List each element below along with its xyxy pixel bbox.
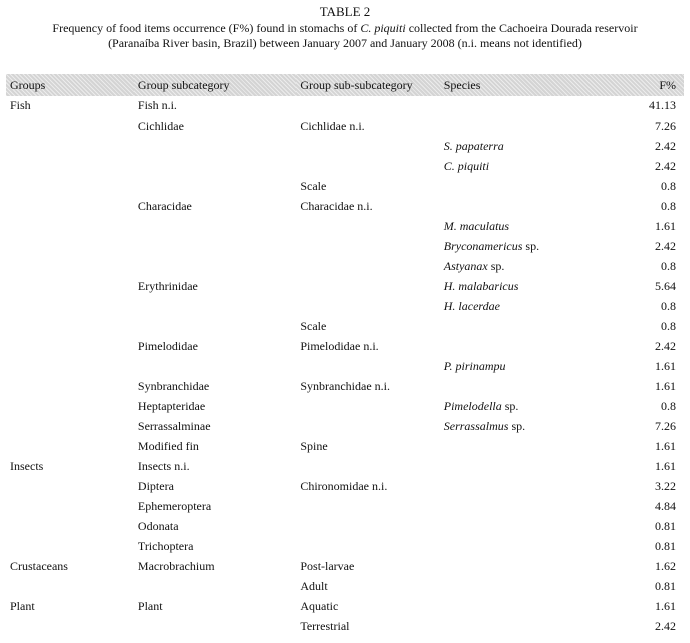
table-row bbox=[6, 336, 684, 356]
table-row bbox=[6, 376, 684, 396]
cell-group-subcategory: Erythrinidae bbox=[137, 278, 198, 293]
food-items-table bbox=[6, 74, 684, 637]
cell-species bbox=[440, 496, 589, 516]
cell-group-sub-subcategory bbox=[296, 396, 439, 416]
cell-group-sub-subcategory: Synbranchidae n.i. bbox=[300, 378, 390, 393]
cell-group-subcategory: Modified fin bbox=[137, 438, 199, 453]
cell-group-subcategory bbox=[134, 296, 296, 316]
cell-group-subcategory bbox=[134, 236, 296, 256]
table-row bbox=[6, 516, 684, 536]
cell-frequency: 0.8 bbox=[661, 298, 676, 313]
cell-group-sub-subcategory: Scale bbox=[300, 318, 327, 333]
cell-group-subcategory bbox=[134, 216, 296, 236]
cell-species bbox=[440, 356, 589, 376]
cell-group-subcategory bbox=[134, 316, 296, 336]
table-row bbox=[6, 616, 684, 636]
cell-group-subcategory: Synbranchidae bbox=[137, 378, 210, 393]
cell-frequency: 0.81 bbox=[655, 538, 676, 553]
header-row bbox=[6, 74, 684, 96]
table-row bbox=[6, 256, 684, 276]
cell-frequency: 1.61 bbox=[655, 218, 676, 233]
cell-frequency: 1.61 bbox=[655, 378, 676, 393]
caption-text: Frequency of food items occurrence (F%) found in stomachs of bbox=[52, 21, 361, 35]
cell-frequency: 2.42 bbox=[655, 338, 676, 353]
species-name: M. maculatus bbox=[443, 218, 510, 233]
cell-group: Crustaceans bbox=[10, 558, 68, 573]
species-suffix: sp. bbox=[508, 418, 526, 433]
cell-group-sub-subcategory bbox=[296, 296, 439, 316]
table-row bbox=[6, 216, 684, 236]
cell-frequency: 0.8 bbox=[661, 398, 676, 413]
species-name: H. lacerdae bbox=[443, 298, 500, 313]
cell-group-sub-subcategory bbox=[296, 136, 439, 156]
cell-group-sub-subcategory bbox=[296, 276, 439, 296]
cell-group bbox=[6, 376, 134, 396]
cell-group bbox=[6, 176, 134, 196]
cell-species bbox=[440, 216, 589, 236]
table-row bbox=[6, 416, 684, 436]
cell-frequency: 5.64 bbox=[655, 278, 676, 293]
cell-group bbox=[6, 516, 134, 536]
cell-species bbox=[440, 476, 589, 496]
cell-frequency: 2.42 bbox=[655, 618, 676, 633]
species-name: Pimelodella bbox=[443, 398, 502, 413]
cell-species bbox=[440, 416, 589, 436]
cell-group-subcategory: Ephemeroptera bbox=[137, 498, 212, 513]
cell-group bbox=[6, 156, 134, 176]
cell-group-sub-subcategory: Pimelodidae n.i. bbox=[300, 338, 379, 353]
cell-group bbox=[6, 496, 134, 516]
cell-group-sub-subcategory bbox=[296, 236, 439, 256]
cell-group bbox=[6, 476, 134, 496]
cell-frequency: 4.84 bbox=[655, 498, 676, 513]
cell-group bbox=[6, 436, 134, 456]
cell-species bbox=[440, 276, 589, 296]
cell-group-sub-subcategory: Characidae n.i. bbox=[300, 198, 373, 213]
cell-frequency: 0.8 bbox=[661, 318, 676, 333]
cell-frequency: 1.62 bbox=[655, 558, 676, 573]
cell-group-sub-subcategory bbox=[296, 536, 439, 556]
header-groups: Groups bbox=[6, 74, 134, 96]
cell-group-subcategory: Trichoptera bbox=[137, 538, 194, 553]
cell-species bbox=[440, 156, 589, 176]
cell-frequency: 2.42 bbox=[655, 158, 676, 173]
cell-species bbox=[440, 196, 589, 216]
cell-group-subcategory bbox=[134, 256, 296, 276]
cell-group-subcategory: Characidae bbox=[137, 198, 192, 213]
species-name: H. malabaricus bbox=[443, 278, 519, 293]
cell-group-subcategory bbox=[134, 356, 296, 376]
cell-species bbox=[440, 176, 589, 196]
cell-group bbox=[6, 316, 134, 336]
cell-group-sub-subcategory bbox=[296, 416, 439, 436]
cell-species bbox=[440, 576, 589, 596]
cell-group-sub-subcategory bbox=[296, 516, 439, 536]
species-name: S. papaterra bbox=[443, 138, 504, 153]
species-name: Serrassalmus bbox=[443, 418, 509, 433]
species-name: P. pirinampu bbox=[443, 358, 506, 373]
cell-group-sub-subcategory: Spine bbox=[300, 438, 328, 453]
header-frequency: F% bbox=[589, 74, 684, 96]
cell-group-sub-subcategory: Adult bbox=[300, 578, 328, 593]
cell-species bbox=[440, 436, 589, 456]
cell-group-subcategory: Heptapteridae bbox=[137, 398, 206, 413]
table-row bbox=[6, 496, 684, 516]
cell-frequency: 1.61 bbox=[655, 598, 676, 613]
table-row bbox=[6, 356, 684, 376]
header-group-subcategory: Group subcategory bbox=[134, 74, 296, 96]
cell-group bbox=[6, 276, 134, 296]
species-name: Bryconamericus bbox=[443, 238, 523, 253]
cell-group: Plant bbox=[10, 598, 35, 613]
table-row bbox=[6, 236, 684, 256]
caption-text: (Paranaíba River basin, Brazil) between January 2007 and January 2008 (n.i. means not identified) bbox=[108, 36, 582, 50]
cell-group bbox=[6, 336, 134, 356]
cell-group-sub-subcategory bbox=[296, 216, 439, 236]
cell-group-subcategory: Cichlidae bbox=[137, 118, 184, 133]
cell-species bbox=[440, 116, 589, 136]
table-row bbox=[6, 596, 684, 616]
cell-group bbox=[6, 396, 134, 416]
cell-species bbox=[440, 316, 589, 336]
cell-group-sub-subcategory: Post-larvae bbox=[300, 558, 355, 573]
cell-species bbox=[440, 96, 589, 116]
cell-group bbox=[6, 256, 134, 276]
cell-group-subcategory bbox=[134, 576, 296, 596]
cell-group-sub-subcategory bbox=[296, 456, 439, 476]
table-row bbox=[6, 476, 684, 496]
cell-species bbox=[440, 376, 589, 396]
cell-group-sub-subcategory: Terrestrial bbox=[300, 618, 350, 633]
table-row bbox=[6, 436, 684, 456]
cell-frequency: 1.61 bbox=[655, 458, 676, 473]
cell-group bbox=[6, 616, 134, 636]
table-row bbox=[6, 556, 684, 576]
table-row bbox=[6, 136, 684, 156]
cell-group-sub-subcategory bbox=[296, 96, 439, 116]
cell-group-subcategory: Pimelodidae bbox=[137, 338, 198, 353]
table-caption bbox=[6, 21, 684, 51]
cell-species bbox=[440, 236, 589, 256]
cell-group: Fish bbox=[10, 98, 31, 113]
species-name: Astyanax bbox=[443, 258, 488, 273]
cell-group bbox=[6, 296, 134, 316]
species-name: C. piquiti bbox=[443, 158, 490, 173]
cell-frequency: 41.13 bbox=[649, 98, 676, 113]
cell-species bbox=[440, 616, 589, 636]
header-group-sub-subcategory: Group sub-subcategory bbox=[296, 74, 439, 96]
cell-group-sub-subcategory: Aquatic bbox=[300, 598, 339, 613]
cell-group-subcategory: Serrassalminae bbox=[137, 418, 211, 433]
cell-group-sub-subcategory bbox=[296, 496, 439, 516]
cell-group bbox=[6, 116, 134, 136]
species-suffix: sp. bbox=[501, 398, 519, 413]
cell-frequency: 0.8 bbox=[661, 258, 676, 273]
cell-group bbox=[6, 236, 134, 256]
cell-group bbox=[6, 356, 134, 376]
caption-species-name: C. piquiti bbox=[360, 21, 406, 35]
cell-group-subcategory: Diptera bbox=[137, 478, 174, 493]
cell-group-subcategory: Insects n.i. bbox=[137, 458, 190, 473]
table-row bbox=[6, 156, 684, 176]
cell-group-sub-subcategory bbox=[296, 256, 439, 276]
table-row bbox=[6, 536, 684, 556]
table-header bbox=[6, 74, 684, 96]
cell-group-subcategory bbox=[134, 136, 296, 156]
table-row bbox=[6, 396, 684, 416]
cell-group-subcategory: Odonata bbox=[137, 518, 179, 533]
cell-species bbox=[440, 536, 589, 556]
cell-frequency: 1.61 bbox=[655, 358, 676, 373]
cell-frequency: 0.8 bbox=[661, 198, 676, 213]
cell-group bbox=[6, 536, 134, 556]
table-row bbox=[6, 576, 684, 596]
cell-frequency: 3.22 bbox=[655, 478, 676, 493]
table-row bbox=[6, 296, 684, 316]
table-row bbox=[6, 96, 684, 116]
table-row bbox=[6, 196, 684, 216]
cell-group-subcategory: Fish n.i. bbox=[137, 98, 177, 113]
cell-species bbox=[440, 136, 589, 156]
cell-frequency: 0.81 bbox=[655, 578, 676, 593]
cell-frequency: 7.26 bbox=[655, 418, 676, 433]
table-row bbox=[6, 176, 684, 196]
cell-group-sub-subcategory: Cichlidae n.i. bbox=[300, 118, 365, 133]
table-row bbox=[6, 456, 684, 476]
cell-group-sub-subcategory: Chironomidae n.i. bbox=[300, 478, 388, 493]
cell-group bbox=[6, 416, 134, 436]
cell-group-sub-subcategory bbox=[296, 356, 439, 376]
cell-species bbox=[440, 296, 589, 316]
cell-frequency: 7.26 bbox=[655, 118, 676, 133]
cell-group-sub-subcategory bbox=[296, 156, 439, 176]
cell-group: Insects bbox=[10, 458, 44, 473]
table-body bbox=[6, 96, 684, 636]
cell-frequency: 2.42 bbox=[655, 238, 676, 253]
cell-species bbox=[440, 396, 589, 416]
table-row bbox=[6, 116, 684, 136]
cell-species bbox=[440, 456, 589, 476]
cell-group-subcategory bbox=[134, 616, 296, 636]
cell-frequency: 0.81 bbox=[655, 518, 676, 533]
table-row bbox=[6, 316, 684, 336]
cell-frequency: 1.61 bbox=[655, 438, 676, 453]
header-species: Species bbox=[440, 74, 589, 96]
cell-group-subcategory bbox=[134, 156, 296, 176]
species-suffix: sp. bbox=[522, 238, 540, 253]
cell-group-sub-subcategory: Scale bbox=[300, 178, 327, 193]
species-suffix: sp. bbox=[487, 258, 505, 273]
cell-species bbox=[440, 596, 589, 616]
table-title: TABLE 2 bbox=[319, 4, 371, 19]
cell-group-subcategory: Plant bbox=[137, 598, 163, 613]
cell-group bbox=[6, 576, 134, 596]
cell-group-subcategory bbox=[134, 176, 296, 196]
cell-species bbox=[440, 336, 589, 356]
cell-species bbox=[440, 556, 589, 576]
cell-group-subcategory: Macrobrachium bbox=[137, 558, 215, 573]
table-row bbox=[6, 276, 684, 296]
cell-group bbox=[6, 136, 134, 156]
cell-frequency: 0.8 bbox=[661, 178, 676, 193]
caption-text: collected from the Cachoeira Dourada reservoir bbox=[405, 21, 638, 35]
cell-group bbox=[6, 216, 134, 236]
cell-species bbox=[440, 256, 589, 276]
cell-species bbox=[440, 516, 589, 536]
cell-frequency: 2.42 bbox=[655, 138, 676, 153]
cell-group bbox=[6, 196, 134, 216]
